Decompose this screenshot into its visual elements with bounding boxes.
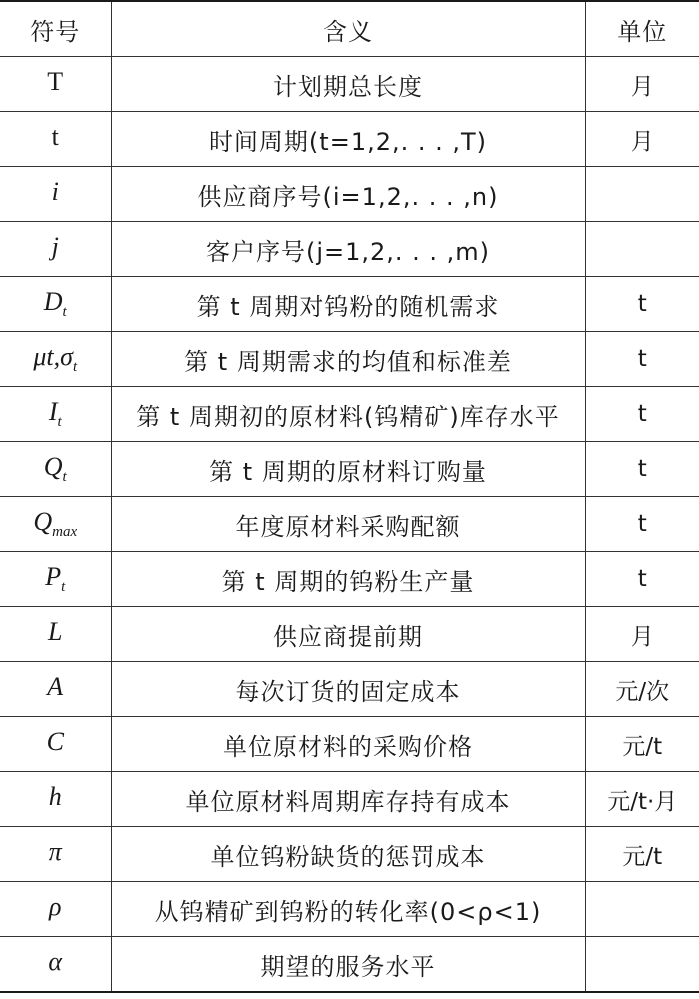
table-row (0, 552, 699, 607)
unit-cell: 元/t (585, 717, 699, 772)
meaning-cell: 单位原材料的采购价格 (111, 717, 585, 772)
table-row (0, 882, 699, 937)
table-row (0, 167, 699, 222)
unit-cell: t (585, 552, 699, 607)
unit-cell: t (585, 332, 699, 387)
symbol-cell (0, 882, 111, 937)
header-symbol: 符号 (0, 1, 111, 57)
symbol-cell (0, 937, 111, 993)
symbol-cell (0, 442, 111, 497)
symbol-subscript: t (72, 359, 78, 375)
symbol-main: $Q_t$ (43, 452, 67, 485)
meaning-cell: 计划期总长度 (111, 57, 585, 112)
unit-cell: 月 (585, 607, 699, 662)
table-row (0, 937, 699, 993)
symbol-subscript: t (62, 469, 67, 485)
unit-cell: 元/次 (585, 662, 699, 717)
table-row (0, 772, 699, 827)
meaning-cell: 第 t 周期的原材料订购量 (111, 442, 585, 497)
table-row (0, 442, 699, 497)
symbol-cell (0, 717, 111, 772)
symbol-main: i (51, 177, 59, 206)
symbol-main: $D_t$ (43, 287, 67, 320)
meaning-cell: 第 t 周期初的原材料(钨精矿)库存水平 (111, 387, 585, 442)
table-body (0, 57, 699, 993)
meaning-cell: 单位原材料周期库存持有成本 (111, 772, 585, 827)
symbol-cell (0, 167, 111, 222)
symbol-subscript: t (61, 579, 66, 595)
symbol-cell (0, 222, 111, 277)
symbol-main: π (48, 837, 62, 866)
table-row (0, 57, 699, 112)
symbol-cell (0, 827, 111, 882)
symbol-cell (0, 277, 111, 332)
table-row (0, 277, 699, 332)
unit-cell: 元/t (585, 827, 699, 882)
symbol-cell (0, 387, 111, 442)
symbol-main: T (47, 67, 64, 96)
symbol-main: C (46, 727, 64, 756)
table-header (0, 1, 699, 57)
unit-cell (585, 167, 699, 222)
meaning-cell: 供应商序号(i=1,2,. . . ,n) (111, 167, 585, 222)
symbol-main: $P_t$ (45, 562, 66, 595)
table-row (0, 387, 699, 442)
meaning-cell: 时间周期(t=1,2,. . . ,T) (111, 112, 585, 167)
symbol-cell (0, 57, 111, 112)
symbol-main: α (48, 947, 63, 976)
unit-cell: 元/t·月 (585, 772, 699, 827)
meaning-cell: 从钨精矿到钨粉的转化率(0<ρ<1) (111, 882, 585, 937)
unit-cell (585, 882, 699, 937)
header-row (0, 1, 699, 57)
symbol-main: A (47, 672, 64, 701)
symbol-cell (0, 607, 111, 662)
table-row (0, 607, 699, 662)
symbol-subscript: t (57, 414, 62, 430)
header-meaning: 含义 (111, 1, 585, 57)
unit-cell: t (585, 277, 699, 332)
table-row (0, 332, 699, 387)
symbol-subscript: t (62, 304, 67, 320)
symbol-main: t (51, 122, 59, 151)
meaning-cell: 第 t 周期的钨粉生产量 (111, 552, 585, 607)
symbol-main: h (48, 782, 62, 811)
symbol-cell (0, 332, 111, 387)
symbol-cell (0, 662, 111, 717)
unit-cell: t (585, 442, 699, 497)
table-row (0, 112, 699, 167)
table-row (0, 222, 699, 277)
symbol-main: L (48, 617, 63, 646)
table-row (0, 827, 699, 882)
meaning-cell: 第 t 周期需求的均值和标准差 (111, 332, 585, 387)
unit-cell: t (585, 387, 699, 442)
table-row (0, 497, 699, 552)
meaning-cell: 第 t 周期对钨粉的随机需求 (111, 277, 585, 332)
unit-cell: 月 (585, 112, 699, 167)
symbol-cell (0, 552, 111, 607)
header-unit: 单位 (585, 1, 699, 57)
unit-cell: t (585, 497, 699, 552)
unit-cell (585, 937, 699, 993)
symbol-main: $I_t$ (48, 397, 62, 430)
meaning-cell: 期望的服务水平 (111, 937, 585, 993)
symbol-cell (0, 497, 111, 552)
symbol-cell (0, 772, 111, 827)
meaning-cell: 单位钨粉缺货的惩罚成本 (111, 827, 585, 882)
symbol-main: $Q_{max}$ (33, 507, 78, 540)
meaning-cell: 每次订货的固定成本 (111, 662, 585, 717)
meaning-cell: 年度原材料采购配额 (111, 497, 585, 552)
unit-cell: 月 (585, 57, 699, 112)
symbol-cell (0, 112, 111, 167)
table-row (0, 662, 699, 717)
symbol-main: j (51, 232, 59, 261)
meaning-cell: 客户序号(j=1,2,. . . ,m) (111, 222, 585, 277)
unit-cell (585, 222, 699, 277)
table-row (0, 717, 699, 772)
symbol-main: $\mu t,\sigma_t$ (33, 342, 78, 375)
symbol-main: ρ (49, 892, 62, 921)
meaning-cell: 供应商提前期 (111, 607, 585, 662)
symbol-subscript: max (52, 524, 78, 540)
